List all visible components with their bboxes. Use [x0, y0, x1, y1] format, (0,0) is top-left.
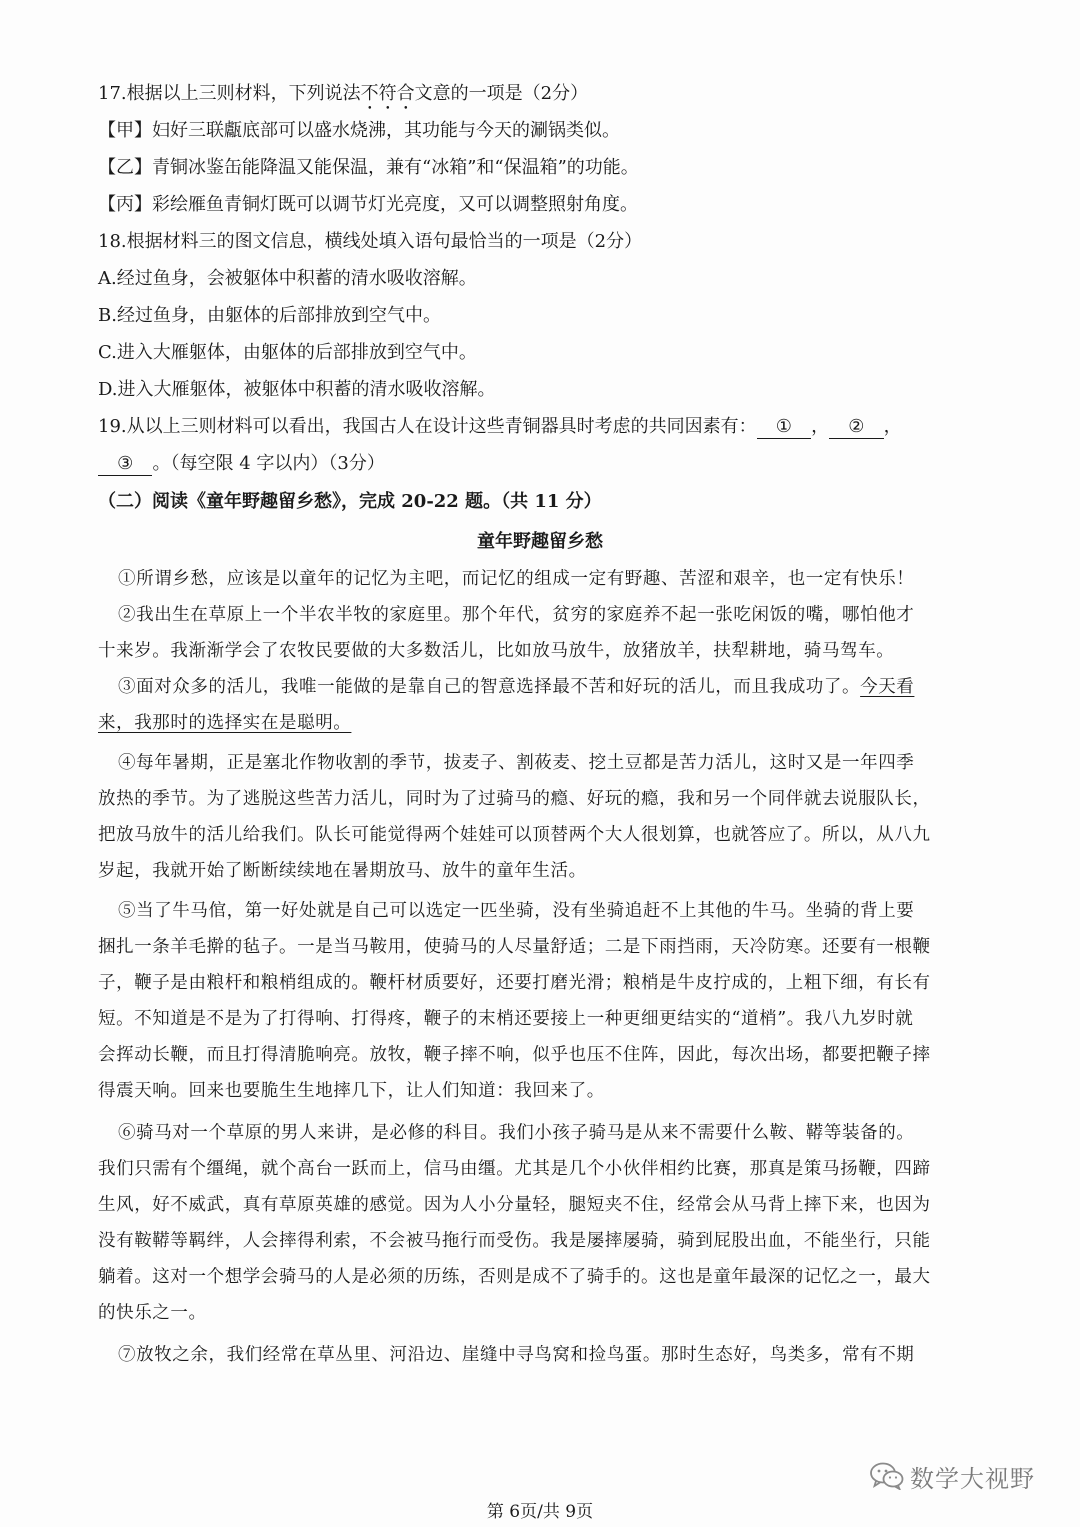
- passage-p5-line: 短。不知道是不是为了打得响、打得疼，鞭子的末梢还要接上一种更细更结实的“道梢”。我八九岁时就: [98, 1009, 914, 1029]
- passage-p6-line: 没有鞍鞯等羁绊，人会摔得利索，不会被马拖行而受伤。我是屡摔屡骑，骑到屁股出血，不能坐行，只能: [98, 1231, 931, 1251]
- page-number: 第 6页/共 9页: [486, 1502, 594, 1522]
- q18-stem: 18.根据材料三的图文信息，横线处填入语句最恰当的一项是（2分）: [98, 231, 643, 252]
- q18-option-b: B.经过鱼身，由躯体的后部排放到空气中。: [98, 305, 441, 326]
- underlined-sentence: 来，我那时的选择实在是聪明。: [98, 713, 352, 733]
- q17-option-bing: 【丙】彩绘雁鱼青铜灯既可以调节灯光亮度，又可以调整照射角度。: [98, 194, 638, 215]
- q18-option-a: A.经过鱼身，会被躯体中积蓄的清水吸收溶解。: [98, 268, 477, 289]
- passage-p6-line: 我们只需有个缰绳，就个高台一跃而上，信马由缰。尤其是几个小伙伴相约比赛，那真是策马扬鞭，四蹄: [98, 1159, 931, 1179]
- passage-p2-line: ②我出生在草原上一个半农半牧的家庭里。那个年代，贫穷的家庭养不起一张吃闲饭的嘴，哪怕他才: [118, 605, 915, 625]
- q17-stem: 17.根据以上三则材料，下列说法不符合文意的一项是（2分）: [98, 83, 589, 104]
- passage-p4-line: 岁起，我就开始了断断续续地在暑期放马、放牛的童年生活。: [98, 861, 587, 881]
- q19-stem-cont: ③ 。（每空限 4 字以内）（3分）: [98, 446, 980, 482]
- passage-p7-line: ⑦放牧之余，我们经常在草丛里、河沿边、崖缝中寻鸟窝和捡鸟蛋。那时生态好，鸟类多，常有不期: [118, 1345, 915, 1365]
- passage-p5-line: 捆扎一条羊毛擀的毡子。一是当马鞍用，使骑马的人尽量舒适；二是下雨挡雨，天冷防寒。还要有一根鞭: [98, 937, 931, 957]
- q17-option-jia: 【甲】妇好三联甗底部可以盛水烧沸，其功能与今天的涮锅类似。: [98, 120, 620, 141]
- passage-p5-line: 得震天响。回来也要脆生生地摔几下，让人们知道：我回来了。: [98, 1081, 605, 1101]
- q18-option-d: D.进入大雁躯体，被躯体中积蓄的清水吸收溶解。: [98, 379, 496, 400]
- watermark: [870, 1456, 1070, 1496]
- underlined-sentence: 今天看: [860, 677, 915, 697]
- passage-p6-line: ⑥骑马对一个草原的男人来讲，是必修的科目。我们小孩子骑马是从来不需要什么鞍、鞯等装备的。: [118, 1123, 915, 1143]
- passage-p4-line: ④每年暑期，正是塞北作物收割的季节，拔麦子、割莜麦、挖土豆都是苦力活儿，这时又是一年四季: [118, 753, 915, 773]
- passage-p1-line: ①所谓乡愁，应该是以童年的记忆为主吧，而记忆的组成一定有野趣、苦涩和艰辛，也一定有快乐！: [118, 569, 915, 589]
- passage-p4-line: 把放马放牛的活儿给我们。队长可能觉得两个娃娃可以顶替两个大人很划算，也就答应了。所以，从八九: [98, 825, 931, 845]
- passage-p5-line: 子，鞭子是由粮杆和粮梢组成的。鞭杆材质要好，还要打磨光滑；粮梢是牛皮拧成的，上粗下细，有长有: [98, 973, 931, 993]
- passage-p2-line: 十来岁。我渐渐学会了农牧民要做的大多数活儿，比如放马放牛，放猪放羊，扶犁耕地，骑马驾车。: [98, 641, 895, 661]
- passage-p6-line: 躺着。这对一个想学会骑马的人是必须的历练，否则是成不了骑手的。这也是童年最深的记忆之一，最大: [98, 1267, 931, 1287]
- passage-p6-line: 生风，好不威武，真有草原英雄的感觉。因为人小分量轻，腿短夹不住，经常会从马背上摔下来，也因为: [98, 1195, 931, 1215]
- passage-p3-line: [98, 705, 978, 741]
- passage-title: 童年野趣留乡愁: [477, 531, 603, 552]
- passage-p5-line: 会挥动长鞭，而且打得清脆响亮。放牧，鞭子摔不响，似乎也压不住阵，因此，每次出场，都要把鞭子摔: [98, 1045, 931, 1065]
- q19-stem: 19.从以上三则材料可以看出，我国古人在设计这些青铜器具时考虑的共同因素有： ① ， ② ，: [98, 416, 902, 437]
- passage-p5-line: ⑤当了牛马倌，第一好处就是自己可以选定一匹坐骑，没有坐骑追赶不上其他的牛马。坐骑的背上要: [118, 901, 915, 921]
- passage-p3-line: ③面对众多的活儿，我唯一能做的是靠自己的智意选择最不苦和好玩的活儿，而且我成功了。今天看: [118, 677, 915, 697]
- watermark-text: 数学大视野: [910, 1464, 1035, 1493]
- q19-blank-1: ①: [757, 416, 811, 439]
- passage-p4-line: 放热的季节。为了逃脱这些苦力活儿，同时为了过骑马的瘾、好玩的瘾，我和另一个同伴就去说服队长，: [98, 789, 931, 809]
- q17-option-yi: 【乙】青铜冰鉴缶能降温又能保温，兼有“冰箱”和“保温箱”的功能。: [98, 157, 639, 178]
- q18-option-c: C.进入大雁躯体，由躯体的后部排放到空气中。: [98, 342, 477, 363]
- passage-p6-line: 的快乐之一。: [98, 1303, 207, 1323]
- section-heading: （二）阅读《童年野趣留乡愁》，完成 20-22 题。（共 11 分）: [98, 491, 602, 512]
- wechat-icon: [870, 1462, 904, 1490]
- q19-blank-3: ③: [98, 453, 152, 476]
- q19-blank-2: ②: [829, 416, 883, 439]
